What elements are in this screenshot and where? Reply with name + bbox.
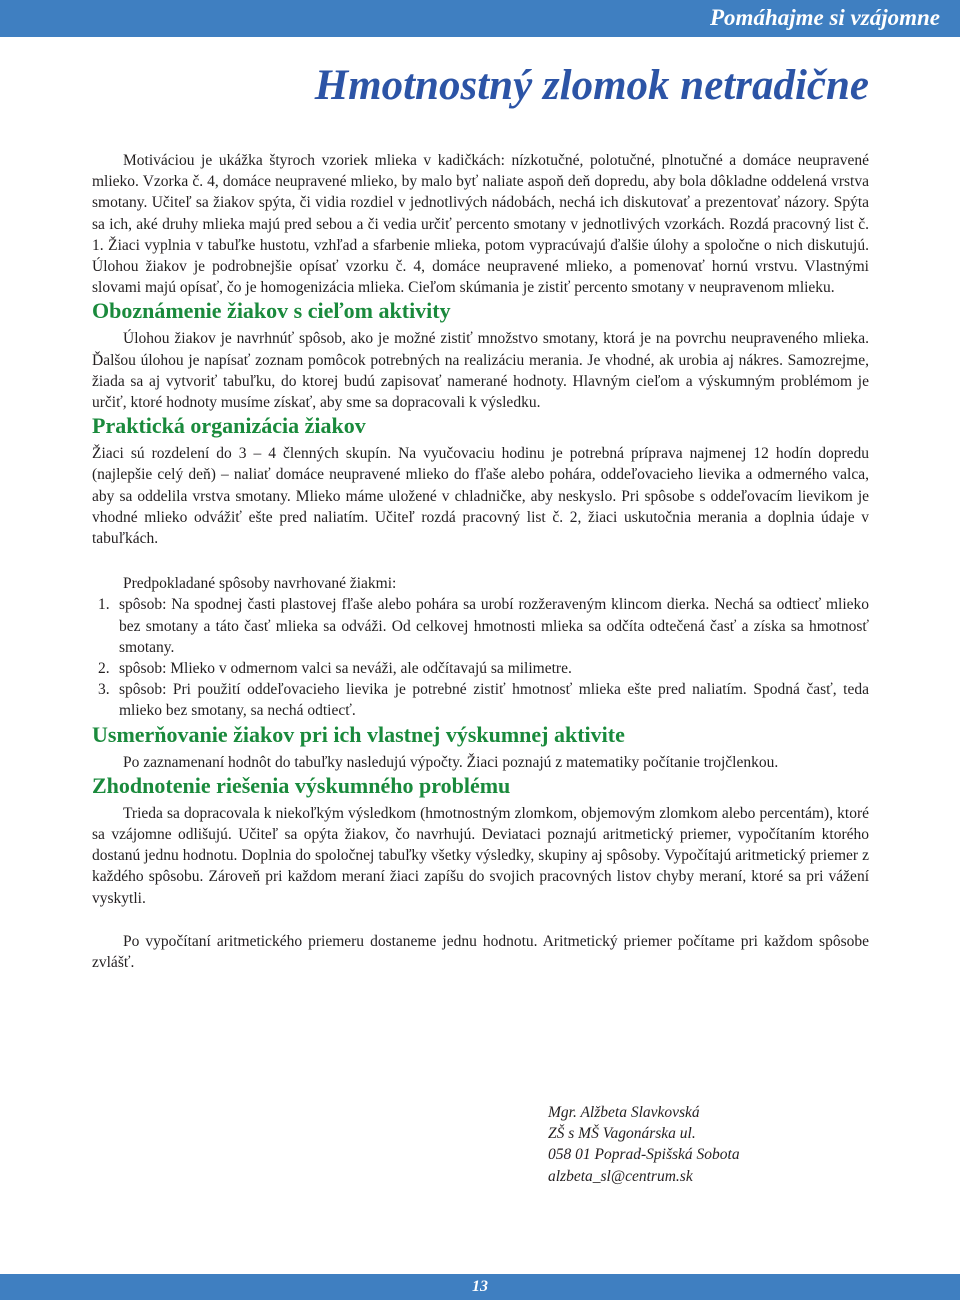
list-item	[92, 679, 869, 721]
section-guidance-paragraph: Po zaznamenaní hodnôt do tabuľky nasledujú výpočty. Žiaci poznajú z matematiky počítanie trojčlenkou.	[123, 753, 779, 771]
section-heading-organization: Praktická organizácia žiakov	[92, 413, 366, 439]
list-item-number: 1.	[98, 596, 110, 614]
author-address: 058 01 Poprad-Spišská Sobota	[548, 1146, 740, 1164]
section-evaluation-paragraph-2: Po vypočítaní aritmetického priemeru dostaneme jednu hodnotu. Aritmetický priemer počítame pri každom spôsobe zvlášť.	[92, 932, 869, 972]
series-title: Pomáhajme si vzájomne	[710, 5, 940, 30]
article-body	[92, 150, 869, 973]
section-heading-evaluation: Zhodnotenie riešenia výskumného problému	[92, 772, 511, 798]
section-heading-goal: Oboznámenie žiakov s cieľom aktivity	[92, 298, 451, 324]
list-item-number: 3.	[98, 681, 110, 699]
author-signature	[548, 1102, 740, 1187]
list-item	[92, 594, 869, 658]
author-name: Mgr. Alžbeta Slavkovská	[548, 1104, 700, 1121]
section-heading-guidance: Usmerňovanie žiakov pri ich vlastnej výskumnej aktivite	[92, 721, 625, 747]
footer-bar	[0, 1274, 960, 1300]
section-evaluation-paragraph: Trieda sa dopracovala k niekoľkým výsledkom (hmotnostným zlomkom, objemovým zlomkom alebo percentám), ktoré sa vzájomne odlišujú. Učiteľ sa opýta žiakov, čo navrhujú. Deviataci poznajú aritmetický priemer, vypočítaním ktorého dostanú jednu hodnotu. Doplnia do spoločnej tabuľky všetky výsledky, skupiny aj spôsoby. Vypočítajú aritmetický priemer z každého spôsobu. Zároveň pri každom meraní žiaci zapíšu do svojich pracovných listov chyby meraní, ktoré sa pri vážení vyskytli.	[92, 804, 869, 907]
section-goal-paragraph: Úlohou žiakov je navrhnúť spôsob, ako je možné zistiť množstvo smotany, ktorá je na povrchu neupraveného mlieka. Ďalšou úlohou je napísať zoznam pomôcok potrebných na realizáciu merania. Je vhodné, ak urobia aj nákres. Samozrejme, žiada sa aj vytvoriť tabuľku, do ktorej budú zapisovať namerané hodnoty. Hlavným cieľom a výskumným problémom je určiť, ktoré hodnoty musíme získať, aby sme sa dopracovali k výsledku.	[92, 330, 869, 412]
intro-paragraph: Motiváciou je ukážka štyroch vzoriek mlieka v kadičkách: nízkotučné, polotučné, plnotučné a domáce neupravené mlieko. Vzorka č. 4, domáce neupravené mlieko, by malo byť naliate aspoň deň dopredu, aby bola dôkladne oddelená vrstva smotany. Učiteľ sa žiakov spýta, či vidia rozdiel v jednotlivých nádobách, nechá ich diskutovať a prezentovať názory. Spýta sa ich, aké druhy mlieka majú pred sebou a či vedia určiť percento smotany v jednotlivých vzorkách. Rozdá pracovný list č. 1. Žiaci vyplnia v tabuľke hustotu, vzhľad a sfarbenie mlieka, potom vypracúvajú ďalšie úlohy a spoločne o nich diskutujú. Úlohou žiakov je podrobnejšie opísať vzorku č. 4, domáce neupravené mlieko, a pomenovať hornú vrstvu. Vlastnými slovami majú opísať, čo je homogenizácia mlieka. Cieľom skúmania je zistiť percento smotany v neupravenom mlieku.	[92, 152, 869, 297]
methods-intro: Predpokladané spôsoby navrhované žiakmi:	[123, 575, 397, 593]
methods-list	[92, 594, 869, 721]
list-item-number: 2.	[98, 660, 110, 678]
header-bar	[0, 0, 960, 37]
page-number: 13	[472, 1278, 488, 1295]
list-item-text: spôsob: Na spodnej časti plastovej fľaše alebo pohára sa urobí rozžeraveným klincom dierka. Nechá sa odtiecť mlieko bez smotany a táto časť mlieka sa odváži. Od celkovej hmotnosti mlieka sa odčíta odtečená časť a získa sa hmotnosť smotany.	[119, 596, 869, 656]
list-item-text: spôsob: Pri použití oddeľovacieho lievika je potrebné zistiť hmotnosť mlieka ešte pred naliatím. Spodná časť, teda mlieko bez smotany, sa nechá odtiecť.	[119, 681, 869, 720]
list-item	[92, 658, 869, 679]
page-title: Hmotnostný zlomok netradične	[314, 62, 869, 109]
author-school: ZŠ s MŠ Vagonárska ul.	[548, 1125, 696, 1143]
list-item-text: spôsob: Mlieko v odmernom valci sa neváži, ale odčítavajú sa milimetre.	[119, 660, 572, 678]
section-organization-paragraph: Žiaci sú rozdelení do 3 – 4 členných skupín. Na vyučovaciu hodinu je potrebná príprava najmenej 12 hodín dopredu (najlepšie celý deň) – naliať domáce neupravené mlieko do fľaše alebo pohára, oddeľovacieho lievika a odmerného valca, aby sa oddelila vrstva smotany. Mlieko máme uložené v chladničke, aby neskyslo. Pri spôsobe s oddeľovacím lievikom je vhodné mlieko odvážiť ešte pred naliatím. Učiteľ rozdá pracovný list č. 2, žiaci uskutočnia merania a doplnia údaje v tabuľkách.	[92, 445, 869, 548]
author-email: alzbeta_sl@centrum.sk	[548, 1167, 693, 1185]
